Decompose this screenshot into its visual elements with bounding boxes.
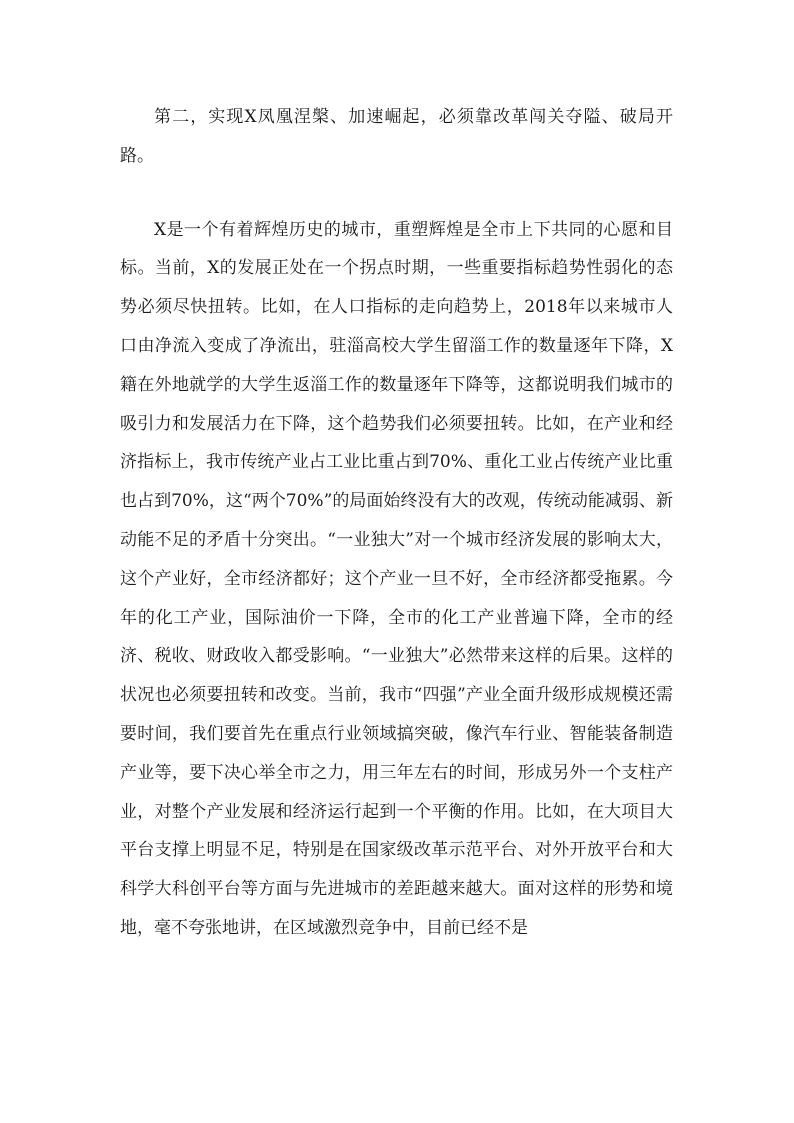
body-paragraph: X是一个有着辉煌历史的城市，重塑辉煌是全市上下共同的心愿和目标。当前，X的发展正处在一个拐点时期，一些重要指标趋势性弱化的态势必须尽快扭转。比如，在人口指标的走向趋势上，2018年以来城市人口由净流入变成了净流出，驻淄高校大学生留淄工作的数量逐年下降，X籍在外地就学的大学生返淄工作的数量逐年下降等，这都说明我们城市的吸引力和发展活力在下降，这个趋势我们必须要扭转。比如，在产业和经济指标上，我市传统产业占工业比重占到70%、重化工业占传统产业比重也占到70%，这“两个70%”的局面始终没有大的改观，传统动能减弱、新动能不足的矛盾十分突出。“一业独大”对一个城市经济发展的影响太大，这个产业好，全市经济都好；这个产业一旦不好，全市经济都受拖累。今年的化工产业，国际油价一下降，全市的化工产业普遍下降，全市的经济、税收、财政收入都受影响。“一业独大”必然带来这样的后果。这样的状况也必须要扭转和改变。当前，我市“四强”产业全面升级形成规模还需要时间，我们要首先在重点行业领域搞突破，像汽车行业、智能装备制造产业等，要下决心举全市之力，用三年左右的时间，形成另外一个支柱产业，对整个产业发展和经济运行起到一个平衡的作用。比如，在大项目大平台支撑上明显不足，特别是在国家级改革示范平台、对外开放平台和大科学大科创平台等方面与先进城市的差距越来越大。面对这样的形势和境地，毫不夸张地讲，在区域激烈竞争中，目前已经不是 (120, 219, 673, 938)
section-heading-paragraph: 第二，实现X凤凰涅槃、加速崛起，必须靠改革闯关夺隘、破局开路。 (120, 107, 673, 166)
document-body (120, 98, 673, 948)
